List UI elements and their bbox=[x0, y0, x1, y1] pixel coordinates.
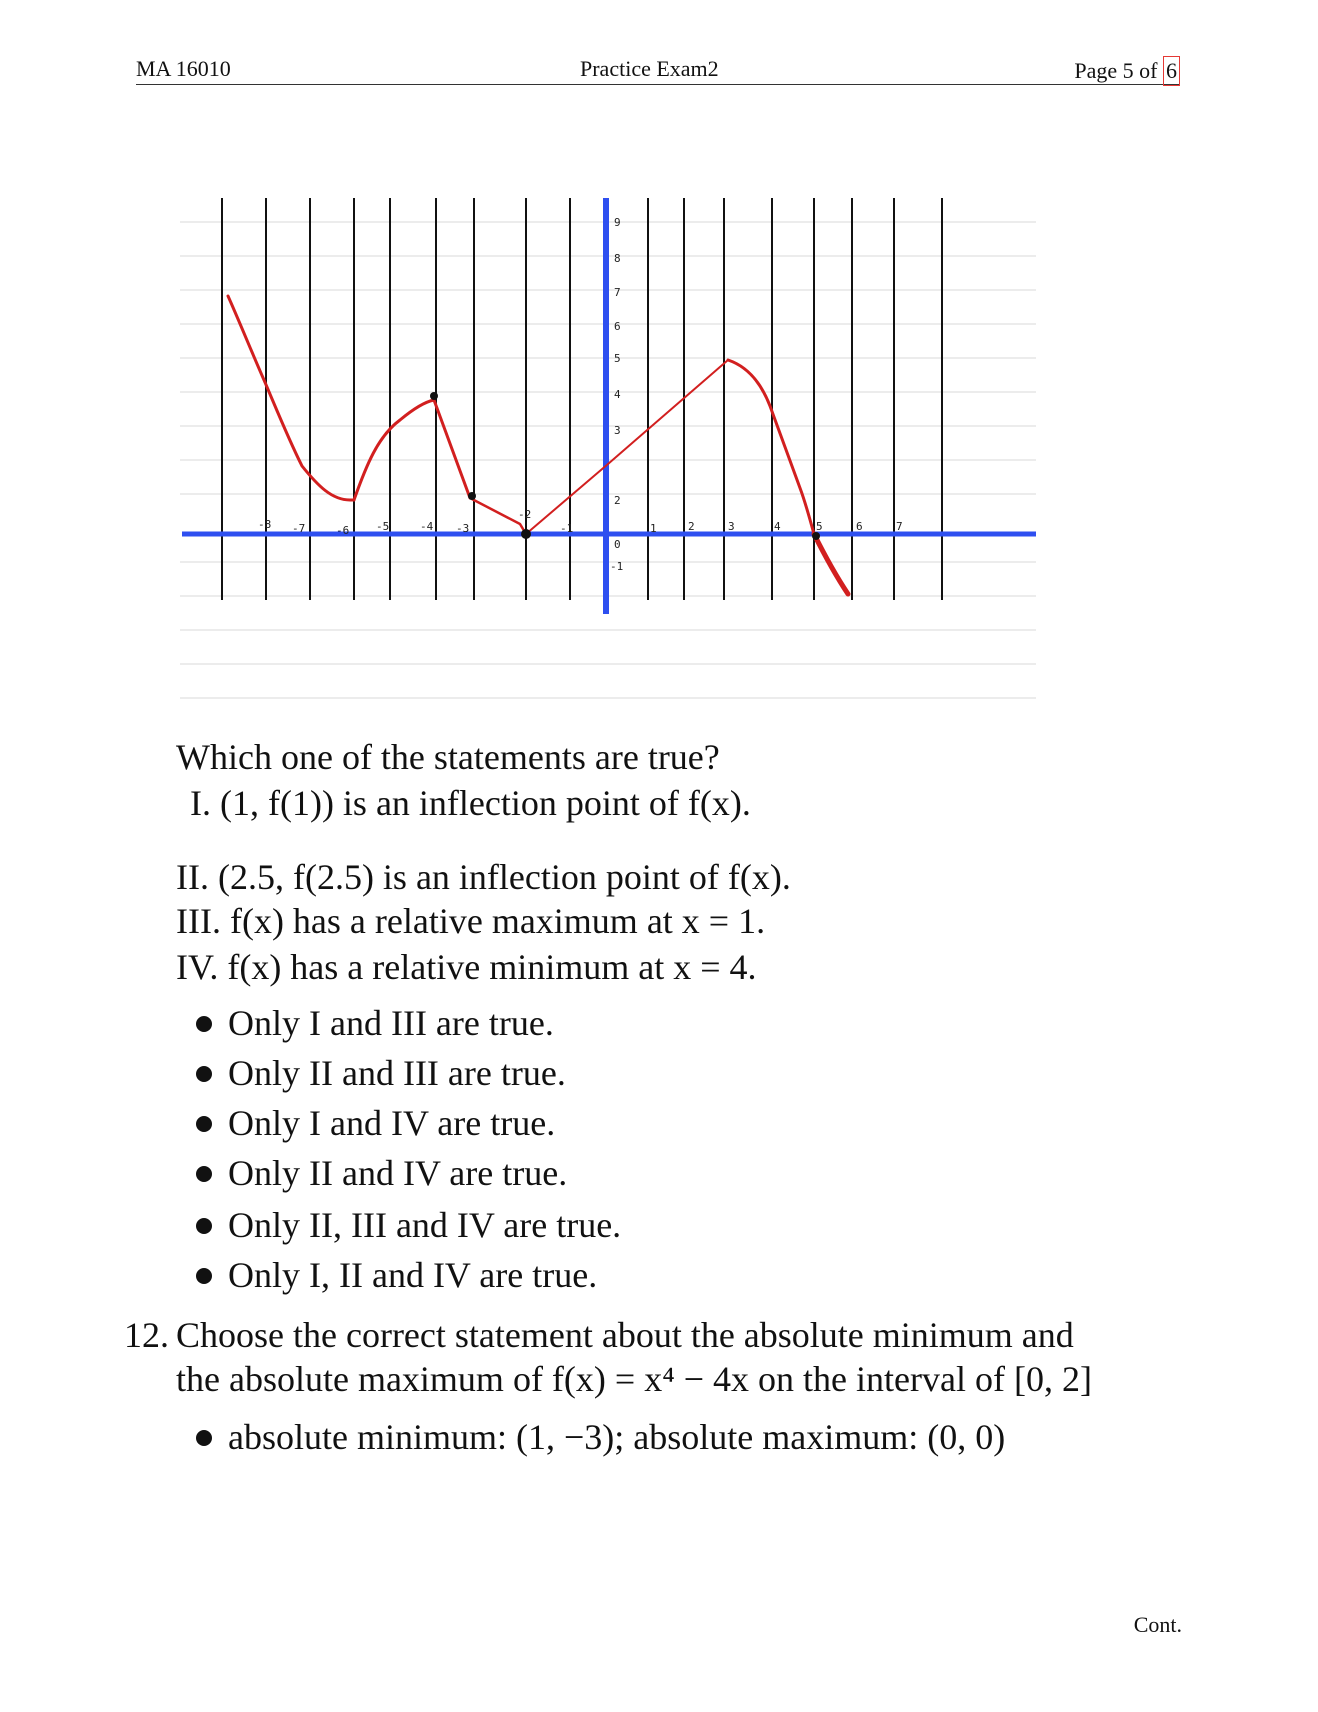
x-tick-label: -3 bbox=[456, 522, 470, 535]
option-2[interactable] bbox=[196, 1052, 566, 1094]
page-header bbox=[136, 52, 1180, 85]
x-tick-label: -7 bbox=[292, 522, 306, 535]
question-11-prompt: Which one of the statements are true? bbox=[176, 737, 720, 777]
x-tick-label: -5 bbox=[376, 520, 390, 533]
bullet-icon bbox=[196, 1016, 212, 1032]
option-3[interactable] bbox=[196, 1102, 555, 1144]
page-prefix: Page 5 of bbox=[1074, 58, 1158, 83]
y-tick-label: 9 bbox=[614, 216, 621, 229]
y-tick-labels bbox=[610, 216, 623, 573]
x-tick-label: 1 bbox=[650, 522, 657, 535]
option-label: Only II and III are true. bbox=[228, 1053, 566, 1093]
x-tick-label: 4 bbox=[774, 520, 781, 533]
curve-segment-tail bbox=[814, 534, 848, 594]
x-tick-label: -1 bbox=[560, 522, 574, 535]
y-tick-label: -1 bbox=[610, 560, 624, 573]
option-label: absolute minimum: (1, −3); absolute maximum: (0, 0) bbox=[228, 1417, 1006, 1457]
x-tick-label: 6 bbox=[856, 520, 863, 533]
curve-segment-left-decrease bbox=[228, 296, 354, 500]
q12-option-1[interactable] bbox=[196, 1416, 1005, 1458]
y-tick-label: 2 bbox=[614, 494, 621, 507]
x-tick-label: -8 bbox=[258, 518, 272, 531]
question-12-line-2: the absolute maximum of f(x) = x⁴ − 4x on the interval of [0, 2] bbox=[176, 1359, 1092, 1399]
bullet-icon bbox=[196, 1430, 212, 1446]
y-tick-label: 0 bbox=[614, 538, 621, 551]
function-curve bbox=[228, 296, 848, 594]
option-label: Only I and III are true. bbox=[228, 1003, 554, 1043]
page-number bbox=[1074, 56, 1180, 86]
bullet-icon bbox=[196, 1218, 212, 1234]
point-origin-min bbox=[521, 529, 531, 539]
course-code: MA 16010 bbox=[136, 56, 231, 81]
x-tick-label: -2 bbox=[518, 508, 532, 521]
exam-title: Practice Exam2 bbox=[580, 56, 719, 81]
bullet-icon bbox=[196, 1268, 212, 1284]
curve-segment-hump bbox=[354, 400, 434, 500]
statement-iii: III. f(x) has a relative maximum at x = 1. bbox=[176, 901, 766, 941]
page-total-link[interactable]: 6 bbox=[1163, 56, 1180, 86]
option-1[interactable] bbox=[196, 1002, 554, 1044]
function-graph bbox=[180, 198, 1044, 718]
option-label: Only II, III and IV are true. bbox=[228, 1205, 622, 1245]
statement-ii: II. (2.5, f(2.5) is an inflection point of f(x). bbox=[176, 857, 791, 897]
y-tick-label: 8 bbox=[614, 252, 621, 265]
option-5[interactable] bbox=[196, 1204, 621, 1246]
point-zero-right bbox=[812, 532, 820, 540]
option-4[interactable] bbox=[196, 1152, 567, 1194]
x-tick-label: 3 bbox=[728, 520, 735, 533]
question-12-line-1: Choose the correct statement about the absolute minimum and bbox=[176, 1315, 1074, 1355]
y-tick-label: 3 bbox=[614, 424, 621, 437]
y-tick-label: 4 bbox=[614, 388, 621, 401]
marked-points bbox=[430, 392, 820, 540]
curve-segment-line-up-2 bbox=[608, 360, 728, 464]
bullet-icon bbox=[196, 1066, 212, 1082]
point-inflection-left bbox=[468, 492, 476, 500]
y-tick-label: 5 bbox=[614, 352, 621, 365]
x-tick-label: 2 bbox=[688, 520, 695, 533]
point-local-max-left bbox=[430, 392, 438, 400]
question-12-number: 12. bbox=[124, 1315, 169, 1355]
option-label: Only I and IV are true. bbox=[228, 1103, 556, 1143]
x-tick-label: 5 bbox=[816, 520, 823, 533]
bullet-icon bbox=[196, 1166, 212, 1182]
footer-continued: Cont. bbox=[1133, 1612, 1182, 1637]
x-tick-label: 7 bbox=[896, 520, 903, 533]
vertical-grid bbox=[222, 198, 942, 600]
x-tick-label: -6 bbox=[336, 524, 350, 537]
option-label: Only I, II and IV are true. bbox=[228, 1255, 598, 1295]
statement-iv: IV. f(x) has a relative minimum at x = 4. bbox=[176, 947, 757, 987]
curve-segment-drop bbox=[434, 400, 470, 498]
bullet-icon bbox=[196, 1116, 212, 1132]
y-tick-label: 7 bbox=[614, 286, 621, 299]
y-tick-label: 6 bbox=[614, 320, 621, 333]
statement-i: I. (1, f(1)) is an inflection point of f(x). bbox=[190, 783, 751, 823]
option-label: Only II and IV are true. bbox=[228, 1153, 568, 1193]
option-6[interactable] bbox=[196, 1254, 597, 1296]
x-tick-label: -4 bbox=[420, 520, 434, 533]
